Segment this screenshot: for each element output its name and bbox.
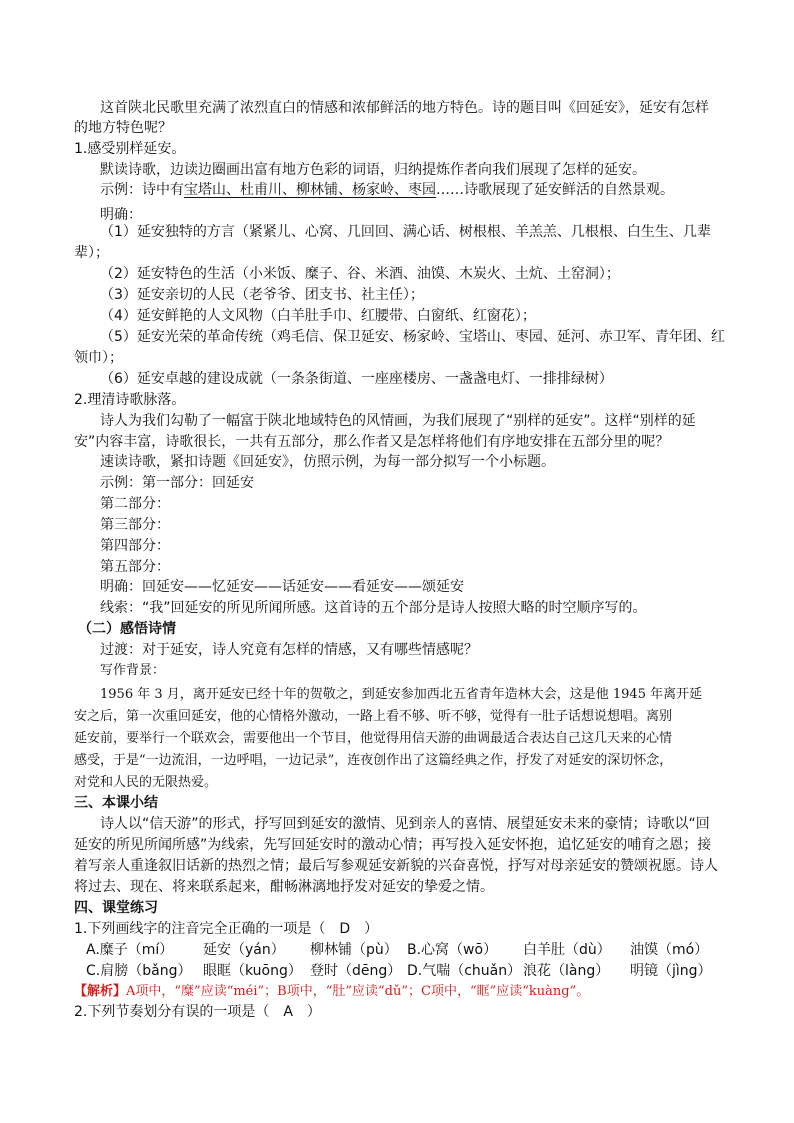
section2-task: 速读诗歌，紧扣诗题《回延安》，仿照示例，为每一部分拟写一个小标题。 xyxy=(100,454,555,470)
item-1-line-a: （1）延安独特的方言（紧紧儿、心窝、几回回、满心话、树根根、羊羔羔、几根根、白生生、几辈 xyxy=(100,224,711,240)
section2-clue: 线索：“我”回延安的所见所闻所感。这首诗的五个部分是诗人按照大略的时空顺序写的。 xyxy=(100,600,647,616)
part-2-label: 第二部分： xyxy=(100,496,170,512)
analysis-label: 【解析】 xyxy=(74,984,127,999)
summary-line-1: 诗人以“信天游”的形式，抒写回到延安的激情、见到亲人的喜情、展望延安未来的豪情；诗歌以“回 xyxy=(100,816,710,832)
section2-clarify: 明确：回延安——忆延安——话延安——看延安——颂延安 xyxy=(100,579,464,595)
item-1-line-b: 辈）； xyxy=(74,245,109,261)
q1-option-b-word-3: 油馍（mó） xyxy=(630,942,709,958)
section2-title: 2.理清诗歌脉落。 xyxy=(74,392,186,408)
q1-option-a-word-3: 柳林铺（pù） xyxy=(310,942,398,958)
part-5-label: 第五部分： xyxy=(100,559,170,575)
background-title: 写作背景： xyxy=(100,663,166,678)
intro-line-2: 的地方特色呢？ xyxy=(74,120,172,136)
analysis-text: A项中，“糜”应读“méi”；B项中，“肚”应读“dǔ”；C项中，“眶”应读“kuàng”。 xyxy=(126,984,590,999)
q1-option-b: B.心窝（wō） xyxy=(407,942,498,958)
q1-option-d-word-2: 浪花（làng） xyxy=(523,963,610,979)
section1-title: 1.感受别样延安。 xyxy=(74,141,186,157)
analysis xyxy=(74,982,589,1002)
background-line-5: 对党和人民的无限热爱。 xyxy=(74,775,218,790)
section2-para-line-a: 诗人为我们勾勒了一幅富于陕北地域特色的风情画，为我们展现了“别样的延安”。这样“别样的延 xyxy=(100,413,696,429)
background-line-4: 感受，于是“一边流泪，一边呼唱，一边记录”，连夜创作出了这篇经典之作，抒发了对延安的深切怀念， xyxy=(74,753,673,768)
item-3: （3）延安亲切的人民（老爷爷、团支书、社主任）； xyxy=(100,287,424,303)
item-2: （2）延安特色的生活（小米饭、糜子、谷、米酒、油馍、木炭火、土炕、土窑洞）； xyxy=(100,266,620,282)
item-5-line-b: 领巾）； xyxy=(74,350,123,366)
summary-line-3: 着写亲人重逢叙旧话新的热烈之情；最后写参观延安新貌的兴奋喜悦，抒写对母亲延安的赞颂祝愿。诗人 xyxy=(74,858,718,874)
section1-task: 默读诗歌，边读边圈画出富有地方色彩的词语，归纳提炼作者向我们展现了怎样的延安。 xyxy=(100,162,646,178)
background-line-3: 延安前，要举行一个联欢会，需要他出一个节目，他觉得用信天游的曲调最适合表达自己这几天来的心情 xyxy=(74,731,673,746)
q1-option-c-word-3: 登时（dēng） xyxy=(310,963,402,979)
section-feel-transition: 过渡：对于延安，诗人究竟有怎样的情感，又有哪些情感呢？ xyxy=(100,642,478,658)
example-prefix: 示例：诗中有 xyxy=(100,182,184,198)
q1-option-c: C.肩膀（bǎng） xyxy=(86,963,192,979)
section2-para-line-b: 安”内容丰富，诗歌很长，一共有五部分，那么作者又是怎样将他们有序地安排在五部分里的呢？ xyxy=(74,434,670,450)
item-6: （6）延安卓越的建设成就（一条条街道、一座座楼房、一盏盏电灯、一排排绿树） xyxy=(100,371,613,387)
background-line-2: 安之后，第一次重回延安，他的心情格外激动，一路上看不够、听不够，觉得有一肚子话想说想唱。离别 xyxy=(74,709,673,724)
question-1: 1.下列画线字的注音完全正确的一项是（ D ） xyxy=(74,921,379,937)
intro-line-1: 这首陕北民歌里充满了浓烈直白的情感和浓郁鲜活的地方特色。诗的题目叫《回延安》，延安有怎样 xyxy=(100,100,709,116)
part-4-label: 第四部分： xyxy=(100,538,170,554)
item-4: （4）延安鲜艳的人文风物（白羊肚手巾、红腰带、白窗纸、红窗花）； xyxy=(100,308,536,324)
summary-title: 三、本课小结 xyxy=(74,795,158,811)
example-underlined-places: 宝塔山、杜甫川、柳林铺、杨家岭、枣园 xyxy=(184,182,436,198)
summary-line-4: 将过去、现在、将来联系起来，酣畅淋漓地抒发对延安的挚爱之情。 xyxy=(74,879,494,895)
practice-title: 四、课堂练习 xyxy=(74,900,158,916)
q1-option-c-word-2: 眼眶（kuōng） xyxy=(203,963,302,979)
q1-option-b-word-2: 白羊肚（dù） xyxy=(523,942,611,958)
section2-example: 示例：第一部分：回延安 xyxy=(100,475,254,491)
example-suffix: ……诗歌展现了延安鲜活的自然景观。 xyxy=(436,182,674,198)
section-feel-title: （二）感悟诗情 xyxy=(78,621,176,637)
section1-clarify-label: 明确： xyxy=(100,207,142,223)
q1-option-a: A.糜子（mí） xyxy=(86,942,174,958)
section1-example xyxy=(100,180,674,200)
background-line-1: 1956 年 3 月，离开延安已经十年的贺敬之，到延安参加西北五省青年造林大会，这是他 1945 年离开延 xyxy=(100,687,703,702)
q1-option-d: D.气喘（chuǎn） xyxy=(407,963,522,979)
part-3-label: 第三部分： xyxy=(100,517,170,533)
q1-option-d-word-3: 明镜（jìng） xyxy=(630,963,712,979)
q1-option-a-word-2: 延安（yán） xyxy=(203,942,285,958)
question-2: 2.下列节奏划分有误的一项是（ A ） xyxy=(74,1004,321,1020)
summary-line-2: 延安的所见所闻所感”为线索，先写回延安时的激动心情；再写投入延安怀抱，追忆延安的哺育之恩；接 xyxy=(74,837,712,853)
item-5-line-a: （5）延安光荣的革命传统（鸡毛信、保卫延安、杨家岭、宝塔山、枣园、延河、赤卫军、青年团、红 xyxy=(100,329,725,345)
